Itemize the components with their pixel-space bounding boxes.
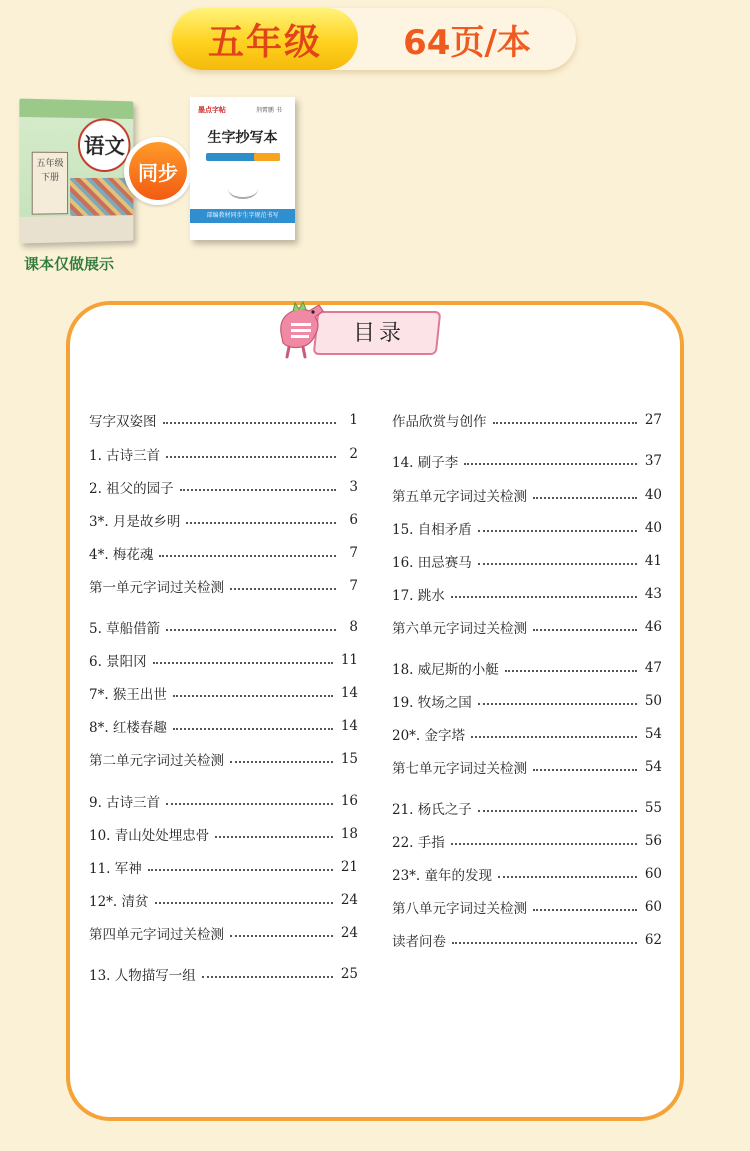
workbook-brand: 墨点字帖: [198, 106, 226, 114]
toc-entry-page: 14: [340, 718, 358, 734]
toc-entry-title: 第五单元字词过关检测: [392, 489, 527, 505]
toc-entry-title: 4*. 梅花魂: [89, 547, 154, 563]
workbook-tag-bar: [206, 153, 280, 161]
toc-entry: [392, 450, 662, 472]
toc-entry: [392, 657, 662, 679]
toc-leader-dots: [533, 909, 637, 911]
toc-entry: [392, 896, 662, 918]
toc-leader-dots: [148, 869, 333, 871]
toc-entry: [392, 484, 662, 506]
textbook-cover-image: [19, 99, 133, 244]
workbook-footer: 部编教材同步生字规范书写: [190, 209, 295, 223]
sync-badge-label: 同步: [129, 142, 187, 200]
toc-entry: [89, 509, 358, 531]
toc-entry: [89, 963, 358, 985]
toc-entry: [89, 682, 358, 704]
toc-leader-dots: [173, 695, 333, 697]
toc-entry: [89, 476, 358, 498]
textbook-title: 语文: [78, 118, 130, 172]
toc-entry-title: 22. 手指: [392, 835, 445, 851]
pages-per-book-label: 64页/本: [403, 22, 531, 63]
toc-entry-title: 16. 田忌赛马: [392, 555, 472, 571]
toc-leader-dots: [155, 902, 333, 904]
toc-entry-page: 55: [644, 800, 662, 816]
toc-entry-title: 21. 杨氏之子: [392, 802, 472, 818]
toc-entry-page: 18: [340, 826, 358, 842]
toc-panel: [66, 301, 684, 1121]
toc-entry-title: 9. 古诗三首: [89, 795, 161, 811]
toc-entry: [392, 863, 662, 885]
toc-entry-title: 读者问卷: [392, 934, 446, 950]
toc-leader-dots: [478, 530, 637, 532]
toc-entry-title: 11. 军神: [89, 861, 142, 877]
toc-leader-dots: [230, 935, 333, 937]
toc-entry: [89, 575, 358, 597]
toc-entry: [392, 929, 662, 951]
toc-entry-title: 作品欣赏与创作: [392, 414, 487, 430]
toc-entry-title: 第八单元字词过关检测: [392, 901, 527, 917]
textbook-volume: 下册: [40, 173, 60, 184]
toc-entry-page: 11: [340, 652, 358, 668]
toc-leader-dots: [215, 836, 333, 838]
toc-leader-dots: [163, 422, 337, 424]
sync-badge: [124, 137, 192, 205]
toc-leader-dots: [533, 629, 637, 631]
toc-entry: [89, 409, 358, 431]
toc-entry-page: 60: [644, 899, 662, 915]
toc-leader-dots: [153, 662, 333, 664]
toc-entry-title: 第二单元字词过关检测: [89, 753, 224, 769]
toc-leader-dots: [180, 489, 336, 491]
toc-leader-dots: [186, 522, 336, 524]
toc-entry-page: 25: [340, 966, 358, 982]
toc-entry-page: 7: [349, 578, 358, 594]
workbook-title: 生字抄写本: [207, 130, 278, 146]
toc-entry-title: 17. 跳水: [392, 588, 445, 604]
textbook-top-band: [19, 99, 133, 119]
toc-entry-page: 60: [644, 866, 662, 882]
toc-entry-title: 12*. 清贫: [89, 894, 149, 910]
toc-entry-page: 6: [349, 512, 358, 528]
toc-leader-dots: [471, 736, 637, 738]
toc-entry-title: 写字双姿图: [89, 414, 157, 430]
grade-label: 五年级: [172, 8, 358, 70]
toc-entry-title: 13. 人物描写一组: [89, 968, 196, 984]
toc-entry-title: 1. 古诗三首: [89, 448, 161, 464]
header-pill: [172, 8, 576, 70]
toc-entry-title: 14. 刷子李: [392, 455, 459, 471]
toc-entry: [89, 922, 358, 944]
toc-entry-page: 3: [349, 479, 358, 495]
dinosaur-icon: [275, 299, 331, 359]
toc-entry-page: 56: [644, 833, 662, 849]
toc-entry-page: 40: [644, 520, 662, 536]
toc-entry-title: 5. 草船借箭: [89, 621, 161, 637]
toc-leader-dots: [452, 942, 637, 944]
toc-leader-dots: [451, 843, 637, 845]
toc-entry: [392, 616, 662, 638]
toc-entry-page: 8: [349, 619, 358, 635]
toc-entry-page: 40: [644, 487, 662, 503]
toc-entry-page: 14: [340, 685, 358, 701]
toc-entry-page: 16: [340, 793, 358, 809]
toc-entry-page: 47: [644, 660, 662, 676]
book-caption: 课本仅做展示: [24, 255, 115, 273]
toc-entry-page: 27: [644, 412, 662, 428]
toc-leader-dots: [202, 976, 333, 978]
textbook-grade-box: [32, 152, 68, 215]
toc-entry-title: 18. 威尼斯的小艇: [392, 662, 499, 678]
toc-entry-page: 62: [644, 932, 662, 948]
toc-entry-title: 第七单元字词过关检测: [392, 761, 527, 777]
toc-entry-page: 37: [644, 453, 662, 469]
toc-entry-title: 第六单元字词过关检测: [392, 621, 527, 637]
toc-leader-dots: [166, 629, 336, 631]
toc-entry: [392, 830, 662, 852]
toc-leader-dots: [478, 563, 637, 565]
toc-entry: [89, 542, 358, 564]
toc-entry-title: 19. 牧场之国: [392, 695, 472, 711]
toc-entry-page: 24: [340, 925, 358, 941]
toc-entry: [392, 756, 662, 778]
toc-entry: [89, 715, 358, 737]
toc-leader-dots: [451, 596, 637, 598]
toc-entry: [392, 690, 662, 712]
toc-entry-title: 第一单元字词过关检测: [89, 580, 224, 596]
toc-entry: [89, 748, 358, 770]
toc-entry: [392, 797, 662, 819]
toc-title: 目录: [352, 320, 405, 346]
toc-entry: [392, 409, 662, 431]
toc-entry: [89, 889, 358, 911]
workbook-author: 荆霄鹏 书: [256, 107, 282, 114]
toc-entry-title: 23*. 童年的发现: [392, 868, 493, 884]
toc-entry-page: 43: [644, 586, 662, 602]
toc-entry: [89, 443, 358, 465]
toc-entry-page: 54: [644, 759, 662, 775]
textbook-grade: 五年级: [36, 158, 64, 169]
toc-entry-page: 41: [644, 553, 662, 569]
toc-leader-dots: [505, 670, 637, 672]
pencil-icon: [228, 179, 258, 199]
textbook-bottom: [19, 215, 133, 243]
toc-entry: [89, 790, 358, 812]
toc-leader-dots: [478, 703, 637, 705]
toc-banner: [275, 299, 435, 359]
toc-entry: [392, 550, 662, 572]
toc-entry-page: 15: [340, 751, 358, 767]
toc-leader-dots: [230, 588, 336, 590]
toc-leader-dots: [230, 761, 333, 763]
toc-entry-page: 50: [644, 693, 662, 709]
toc-entry: [392, 583, 662, 605]
toc-entry-title: 第四单元字词过关检测: [89, 927, 224, 943]
toc-leader-dots: [493, 422, 637, 424]
toc-leader-dots: [498, 876, 637, 878]
toc-entry: [89, 616, 358, 638]
toc-entry-title: 6. 景阳冈: [89, 654, 147, 670]
toc-entry-title: 7*. 猴王出世: [89, 687, 167, 703]
toc-leader-dots: [166, 456, 336, 458]
toc-leader-dots: [159, 555, 336, 557]
toc-entry-page: 21: [340, 859, 358, 875]
toc-leader-dots: [173, 728, 333, 730]
toc-entry-page: 54: [644, 726, 662, 742]
toc-entry-page: 24: [340, 892, 358, 908]
toc-entry: [392, 517, 662, 539]
toc-entry-page: 2: [349, 446, 358, 462]
toc-leader-dots: [166, 803, 333, 805]
toc-entry-title: 10. 青山处处埋忠骨: [89, 828, 210, 844]
toc-entry: [392, 723, 662, 745]
toc-entry-title: 3*. 月是故乡明: [89, 514, 181, 530]
toc-leader-dots: [464, 463, 637, 465]
toc-entry: [89, 856, 358, 878]
toc-entry-title: 2. 祖父的园子: [89, 481, 174, 497]
toc-leader-dots: [533, 769, 637, 771]
toc-entry-page: 1: [349, 412, 358, 428]
toc-entry-title: 15. 自相矛盾: [392, 522, 472, 538]
workbook-cover-image: [190, 97, 295, 240]
toc-entry-title: 20*. 金字塔: [392, 728, 466, 744]
toc-entry: [89, 823, 358, 845]
toc-entry-page: 46: [644, 619, 662, 635]
toc-entry-page: 7: [349, 545, 358, 561]
toc-leader-dots: [533, 497, 637, 499]
toc-entry: [89, 649, 358, 671]
toc-leader-dots: [478, 810, 637, 812]
toc-entry-title: 8*. 红楼春趣: [89, 720, 167, 736]
